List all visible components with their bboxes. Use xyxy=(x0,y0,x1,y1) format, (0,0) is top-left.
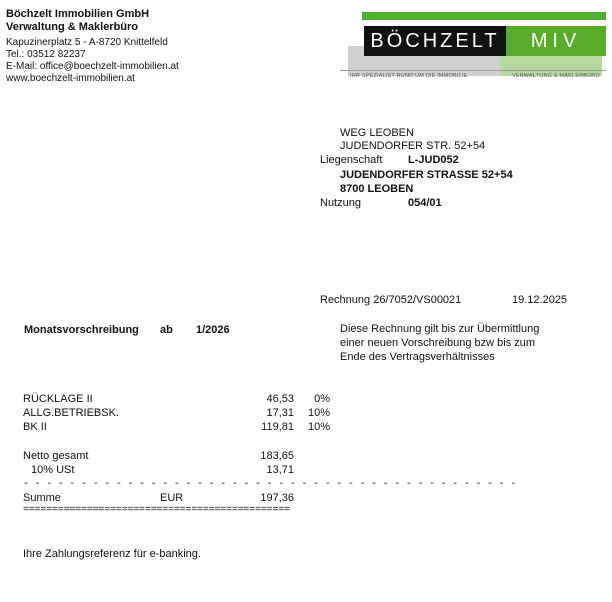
usage-label: Nutzung xyxy=(320,197,361,209)
property-street: JUDENDORFER STRASSE 52+54 xyxy=(340,169,513,181)
property-city: 8700 LEOBEN xyxy=(340,183,414,195)
logo-tagline-right: VERWALTUNG & MAKLERBÜRO xyxy=(512,73,600,79)
property-label: Liegenschaft xyxy=(320,154,383,166)
net-total-amount: 183,65 xyxy=(260,450,294,462)
tax-amount: 13,71 xyxy=(266,464,294,476)
net-total-label: Netto gesamt xyxy=(23,450,89,462)
property-code: L-JUD052 xyxy=(408,154,459,166)
line-item-label: BK II xyxy=(23,421,47,433)
sum-label: Summe xyxy=(23,492,61,504)
invoice-number: Rechnung 26/7052/VS00021 xyxy=(320,294,462,306)
line-item-amount: 17,31 xyxy=(266,407,294,419)
document-title: Monatsvorschreibung xyxy=(24,324,139,336)
tax-label: 10% USt xyxy=(31,464,75,476)
recipient-street: JUDENDORFER STR. 52+54 xyxy=(340,140,486,152)
invoice-date: 19.12.2025 xyxy=(512,294,568,306)
company-division: Verwaltung & Maklerbüro xyxy=(6,20,139,33)
line-item-label: RÜCKLAGE II xyxy=(23,393,93,405)
line-item-vat: 10% xyxy=(307,421,330,433)
payment-reference-text: Ihre Zahlungsreferenz für e-banking. xyxy=(23,548,201,560)
validity-notice-line1: Diese Rechnung gilt bis zur Übermittlung xyxy=(340,323,540,335)
period-prefix: ab xyxy=(160,324,173,336)
sender-website: www.boechzelt-immobilien.at xyxy=(6,73,135,84)
line-item-vat: 0% xyxy=(314,393,330,405)
logo-roof-bar xyxy=(362,12,606,20)
validity-notice-line3: Ende des Vertragsverhältnisses xyxy=(340,351,495,363)
line-item-amount: 46,53 xyxy=(266,393,294,405)
company-name: Böchzelt Immobilien GmbH xyxy=(6,8,150,20)
logo-tagline-left: IHR SPEZIALIST RUND UM DIE IMMOBILIE xyxy=(350,73,468,79)
line-item-amount: 119,81 xyxy=(261,421,294,433)
line-item-label: ALLG.BETRIEBSK. xyxy=(23,407,119,419)
usage-value: 054/01 xyxy=(408,197,442,209)
company-logo xyxy=(340,12,606,82)
sum-currency: EUR xyxy=(160,492,184,504)
logo-wordmark-right: MIV xyxy=(506,26,606,56)
billing-period: 1/2026 xyxy=(196,324,230,336)
line-item-vat: 10% xyxy=(307,407,330,419)
subtotal-divider: - - - - - - - - - - - - - - - - - - - - - - - - - - - - - - - - - - - - - - - - - - - xyxy=(23,479,517,490)
sender-phone: Tel.: 03512 82237 xyxy=(6,49,86,60)
validity-notice-line2: einer neuen Vorschreibung bzw bis zum xyxy=(340,337,536,349)
sender-address: Kapuzinerplatz 5 - A-8720 Knittelfeld xyxy=(6,37,168,48)
logo-wordmark-left: BÖCHZELT xyxy=(364,26,506,56)
logo-underline xyxy=(340,70,606,71)
total-double-rule: ============================================== xyxy=(23,505,290,516)
recipient-name: WEG LEOBEN xyxy=(340,127,414,139)
sender-email: E-Mail: office@boechzelt-immobilien.at xyxy=(6,61,179,72)
sum-amount: 197,36 xyxy=(260,492,294,504)
sender-block xyxy=(6,8,179,85)
